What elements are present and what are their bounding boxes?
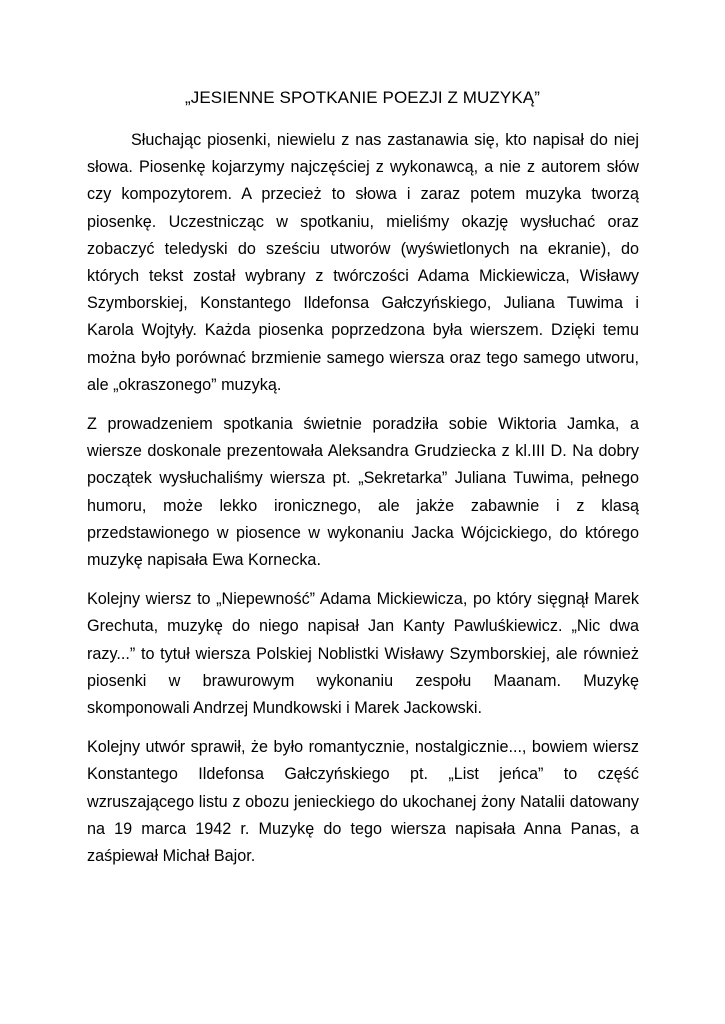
paragraph-galczynski: Kolejny utwór sprawił, że było romantycznie, nostalgicznie..., bowiem wiersz Konstantego Ildefonsa Gałczyńskiego pt. „List jeńca” to część wzruszającego listu z obozu jenieckiego do ukochanej żony Natalii datowany na 19 marca 1942 r. Muzykę do tego wiersza napisała Anna Panas, a zaśpiewał Michał Bajor. [87,738,639,866]
paragraph-intro: Słuchając piosenki, niewielu z nas zastanawia się, kto napisał do niej słowa. Piosenkę kojarzymy najczęściej z wykonawcą, a nie z autorem słów czy kompozytorem. A przecież to słowa i zaraz potem muzyka tworzą piosenkę. Uczestnicząc w spotkaniu, mieliśmy okazję wysłuchać oraz zobaczyć teledyski do sześciu utworów (wyświetlonych na ekranie), do których tekst został wybrany z twórczości Adama Mickiewicza, Wisławy Szymborskiej, Konstantego Ildefonsa Gałczyńskiego, Juliana Tuwima i Karola Wojtyły. Każda piosenka poprzedzona była wierszem. Dzięki temu można było porównać brzmienie samego wiersza oraz tego samego utworu, ale „okraszonego” muzyką. [87,131,639,394]
article-body [87,127,639,882]
paragraph-mickiewicz-szymborska: Kolejny wiersz to „Niepewność” Adama Mickiewicza, po który sięgnął Marek Grechuta, muzykę do niego napisał Jan Kanty Pawluśkiewicz. „Nic dwa razy...” to tytuł wiersza Polskiej Noblistki Wisławy Szymborskiej, ale również piosenki w brawurowym wykonaniu zespołu Maanam. Muzykę skomponowali Andrzej Mundkowski i Marek Jackowski. [87,590,639,718]
paragraph-hosts: Z prowadzeniem spotkania świetnie poradziła sobie Wiktoria Jamka, a wiersze doskonale prezentowała Aleksandra Grudziecka z kl.III D. Na dobry początek wysłuchaliśmy wiersza pt. „Sekretarka” Juliana Tuwima, pełnego humoru, może lekko ironicznego, ale jakże zabawnie i z klasą przedstawionego w piosence w wykonaniu Jacka Wójcickiego, do którego muzykę napisała Ewa Kornecka. [87,415,639,570]
page-title: „JESIENNE SPOTKANIE POEZJI Z MUZYKĄ” [185,88,540,107]
